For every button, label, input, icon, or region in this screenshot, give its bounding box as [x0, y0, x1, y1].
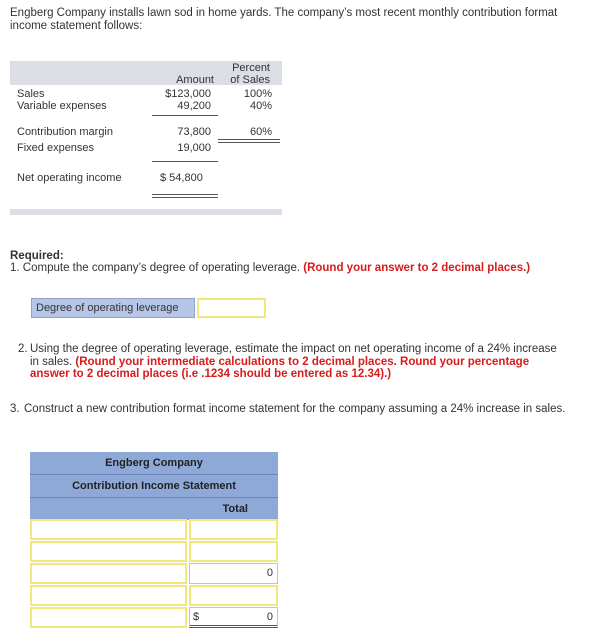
- row-4-label-input[interactable]: [30, 585, 187, 606]
- q1-text: Compute the company’s degree of operating leverage.: [22, 262, 301, 274]
- currency-symbol: $: [193, 611, 200, 623]
- row-percent-sales: 100%: [243, 88, 272, 100]
- double-underline-noi-2: [152, 197, 218, 198]
- q2-text: Using the degree of operating leverage, estimate the impact on net operating income of a 24% increase in sales.: [30, 343, 557, 368]
- row-amount-sales: $123,000: [165, 88, 211, 100]
- total-column-header: Total: [222, 503, 248, 515]
- row-percent-contribution: 60%: [249, 126, 272, 138]
- amount-header: Amount: [176, 74, 214, 86]
- row-3-total-value: 0: [189, 563, 278, 584]
- row-label-contribution: Contribution margin: [17, 126, 113, 138]
- row-2-label-input[interactable]: [30, 541, 187, 562]
- percent-header-2: of Sales: [230, 74, 270, 86]
- double-underline-top: [218, 139, 280, 140]
- row-label-sales: Sales: [17, 88, 45, 100]
- row-5-total-value: [189, 607, 278, 628]
- row-3-label-input[interactable]: [30, 563, 187, 584]
- dol-input[interactable]: [197, 298, 266, 318]
- row-5-label-input[interactable]: [30, 607, 187, 628]
- problem-intro: Engberg Company installs lawn sod in home yards. The company’s most recent monthly contribution format income statement follows:: [10, 7, 558, 32]
- row-5-total-text: 0: [266, 611, 273, 623]
- row-label-fixed: Fixed expenses: [17, 142, 95, 154]
- q3-text: Construct a new contribution format income statement for the company assuming a 24% increase in sales.: [24, 403, 566, 415]
- row-1-total-input[interactable]: [189, 519, 278, 540]
- double-underline-noi-1: [152, 194, 218, 195]
- statement-footer-band: [10, 209, 282, 215]
- total-header-row: [30, 497, 278, 520]
- row-label-variable: Variable expenses: [17, 100, 107, 112]
- row-amount-contribution: 73,800: [177, 126, 211, 138]
- q1-number: 1.: [10, 262, 20, 274]
- double-underline-bottom: [218, 142, 280, 143]
- question-2: [18, 343, 558, 381]
- percent-header-1: Percent: [232, 62, 270, 74]
- row-amount-noi: $ 54,800: [160, 172, 203, 184]
- given-income-statement: [10, 61, 282, 211]
- row-4-total-input[interactable]: [189, 585, 278, 606]
- row-amount-variable: 49,200: [177, 100, 211, 112]
- q3-number: 3.: [10, 403, 20, 415]
- underline-variable: [152, 115, 218, 116]
- row-percent-variable: 40%: [249, 100, 272, 112]
- q2-rounding-note: (Round your intermediate calculations to 2 decimal places. Round your percentage answer to 2 decimal places (i.e .1234 should be entered as 12.34).): [30, 355, 530, 380]
- dol-label: Degree of operating leverage: [31, 298, 195, 318]
- required-heading: Required:: [10, 250, 64, 262]
- row-2-total-input[interactable]: [189, 541, 278, 562]
- question-3: [10, 403, 566, 416]
- question-1: [10, 262, 530, 274]
- underline-fixed: [152, 161, 218, 162]
- company-name: Engberg Company: [105, 457, 203, 469]
- new-statement-header: [30, 452, 278, 520]
- statement-title: Contribution Income Statement: [30, 474, 278, 497]
- row-label-noi: Net operating income: [17, 172, 122, 184]
- q1-rounding-note: (Round your answer to 2 decimal places.): [303, 262, 531, 274]
- row-1-label-input[interactable]: [30, 519, 187, 540]
- row-amount-fixed: 19,000: [177, 142, 211, 154]
- q2-number: 2.: [18, 343, 28, 355]
